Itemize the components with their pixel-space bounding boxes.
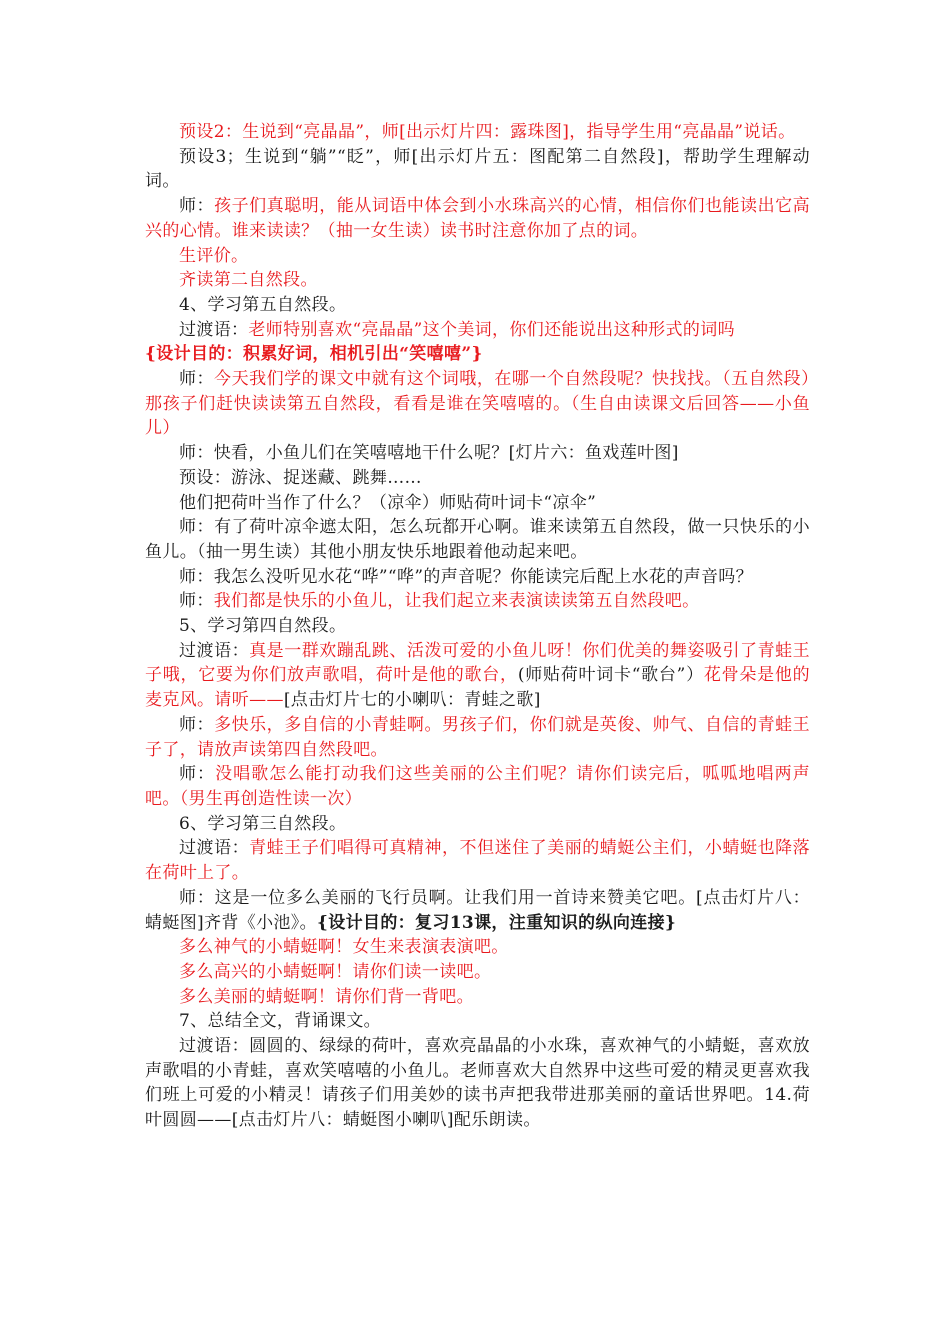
text-run: 花骨朵是他的麦克风。请听—— [145, 665, 810, 711]
text-run: 过渡语： [179, 319, 249, 340]
paragraph [145, 589, 810, 614]
text-run: 师：这是一位多么美丽的飞行员啊。让我们用一首诗来赞美它吧。[点击灯片八：蜻蜓图]齐背《小池》。 [145, 887, 810, 933]
paragraph [145, 960, 810, 985]
paragraph [145, 639, 810, 713]
text-run: (师贴荷叶词卡“歌台”） [517, 665, 704, 686]
text-run: 6、学习第三自然段。 [179, 813, 347, 834]
paragraph [145, 985, 810, 1010]
paragraph [145, 145, 810, 194]
text-run: 过渡语： [179, 838, 250, 859]
paragraph [145, 812, 810, 837]
text-run: 他们把荷叶当作了什么？（凉伞）师贴荷叶词卡“凉伞” [179, 492, 597, 513]
text-run: 师：我怎么没听见水花“哗”“哗”的声音呢？你能读完后配上水花的声音吗？ [179, 566, 754, 587]
paragraph [145, 120, 810, 145]
paragraph [145, 466, 810, 491]
text-run: 预设3；生说到“躺”“眨”，师[出示灯片五：图配第二自然段]，帮助学生理解动词。 [145, 146, 810, 192]
text-run: [点击灯片七的小喇叭：青蛙之歌] [283, 690, 541, 711]
text-run: 老师特别喜欢“亮晶晶”这个美词，你们还能说出这种形式的词吗 [248, 319, 735, 340]
text-run: 孩子们真聪明，能从词语中体会到小水珠高兴的心情，相信你们也能读出它高兴的心情。谁来读读？（抽一女生读）读书时注意你加了点的词。 [145, 196, 811, 241]
text-run: 师：快看，小鱼儿们在笑嘻嘻地干什么呢？[灯片六：鱼戏莲叶图] [179, 443, 679, 464]
text-run: 师： [179, 369, 215, 390]
paragraph [145, 762, 810, 811]
text-run: 齐读第二自然段。 [179, 270, 318, 291]
paragraph [145, 614, 810, 639]
text-run: 生评价。 [179, 245, 249, 266]
text-run: 4、学习第五自然段。 [179, 294, 347, 315]
text-run: 师： [179, 764, 216, 785]
text-run: 师： [179, 591, 214, 612]
text-run: {设计目的：复习13课，注重知识的纵向连接} [316, 912, 677, 933]
text-run: 今天我们学的课文中就有这个词哦，在哪一个自然段呢？快找找。（五自然段）那孩子们赶快读读第五自然段，看看是谁在笑嘻嘻的。（生自由读课文后回答——小鱼儿） [145, 369, 811, 439]
text-run: 过渡语：圆圆的、绿绿的荷叶，喜欢亮晶晶的小水珠，喜欢神气的小蜻蜓，喜欢放声歌唱的小青蛙，喜欢笑嘻嘻的小鱼儿。老师喜欢大自然界中这些可爱的精灵更喜欢我们班上可爱的小精灵！请孩子们用美妙的读书声把我带进那美丽的童话世界吧。14.荷叶圆圆——[点击灯片八：蜻蜓图小喇叭]配乐朗读。 [145, 1036, 810, 1131]
paragraph [145, 342, 810, 367]
text-run: 多么神气的小蜻蜓啊！女生来表演表演吧。 [179, 937, 509, 958]
text-run: 预设：游泳、捉迷藏、跳舞…… [179, 467, 422, 488]
paragraph [145, 935, 810, 960]
paragraph [145, 491, 810, 516]
text-run: 7、总结全文，背诵课文。 [179, 1011, 382, 1032]
document-body [145, 120, 810, 1133]
text-run: 师： [179, 714, 215, 735]
text-run: 多么美丽的蜻蜓啊！请你们背一背吧。 [179, 986, 474, 1007]
paragraph [145, 293, 810, 318]
text-run: 我们都是快乐的小鱼儿，让我们起立来表演读读第五自然段吧。 [213, 591, 700, 612]
text-run: 师： [179, 196, 215, 217]
text-run: {设计目的：积累好词，相机引出“笑嘻嘻”} [145, 344, 483, 365]
paragraph [145, 268, 810, 293]
text-run: 青蛙王子们唱得可真精神，不但迷住了美丽的蜻蜓公主们，小蜻蜓也降落在荷叶上了。 [145, 838, 810, 884]
paragraph [145, 318, 810, 343]
text-run: 5、学习第四自然段。 [179, 616, 347, 637]
text-run: 多快乐，多自信的小青蛙啊。男孩子们，你们就是英俊、帅气、自信的青蛙王子了，请放声读第四自然段吧。 [145, 714, 811, 760]
text-run: 师：有了荷叶凉伞遮太阳，怎么玩都开心啊。谁来读第五自然段，做一只快乐的小鱼儿。（抽一男生读）其他小朋友快乐地跟着他动起来吧。 [145, 517, 810, 562]
paragraph [145, 565, 810, 590]
paragraph [145, 836, 810, 885]
paragraph [145, 441, 810, 466]
text-run: 过渡语： [179, 640, 250, 661]
text-run: 多么高兴的小蜻蜓啊！请你们读一读吧。 [179, 961, 492, 982]
paragraph [145, 244, 810, 269]
paragraph [145, 713, 810, 762]
paragraph [145, 367, 810, 441]
paragraph [145, 194, 810, 243]
text-run: 没唱歌怎么能打动我们这些美丽的公主们呢？请你们读完后，呱呱地唱两声吧。（男生再创造性读一次） [145, 764, 810, 809]
paragraph [145, 515, 810, 564]
text-run: 真是一群欢蹦乱跳、活泼可爱的小鱼儿呀！你们优美的舞姿吸引了青蛙王子哦，它要为你们放声歌唱，荷叶是他的歌台， [145, 640, 810, 686]
text-run: 预设2：生说到“亮晶晶”，师[出示灯片四：露珠图]，指导学生用“亮晶晶”说话。 [179, 122, 796, 142]
paragraph [145, 1009, 810, 1034]
paragraph [145, 1034, 810, 1133]
paragraph [145, 886, 810, 935]
